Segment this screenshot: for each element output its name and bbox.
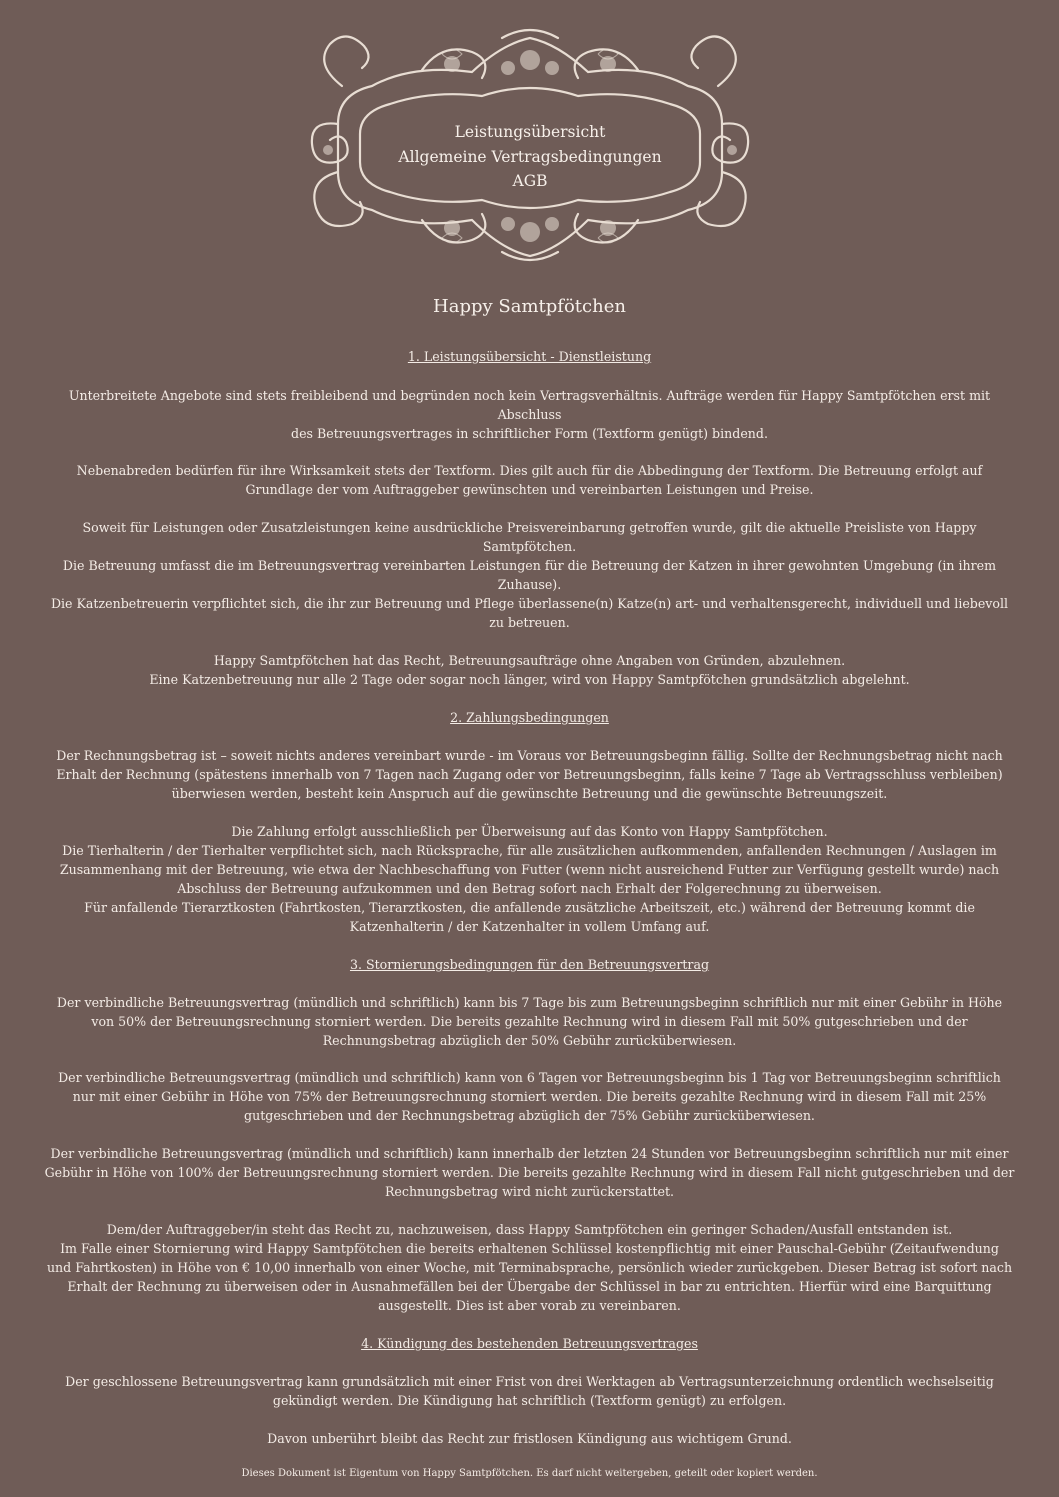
paragraph: Der verbindliche Betreuungsvertrag (mündlich und schriftlich) kann bis 7 Tage bis zum Betreuungsbeginn schriftlich nur mit einer Gebühr in Höhe von 50% der Betreuungsrechnung storniert werden. Die bereits gezahlte Rechnung wird in diesem Fall mit 50% gutgeschrieben und der Rechnungsbetrag abzüglich der 50% Gebühr zurücküberwiesen. [56,995,1003,1048]
paragraph: Der verbindliche Betreuungsvertrag (mündlich und schriftlich) kann von 6 Tagen vor Betreuungsbeginn bis 1 Tag vor Betreuungsbeginn schriftlich nur mit einer Gebühr in Höhe von 75% der Betreuungsrechnung storniert werden. Die bereits gezahlte Rechnung wird in diesem Fall mit 25% gutgeschrieben und der Rechnungsbetrag abzüglich der 75% Gebühr zurücküberwiesen. [58,1070,1001,1123]
frame-title-line3: AGB [512,172,548,190]
footer-notice: Dieses Dokument ist Eigentum von Happy Samtpfötchen. Es darf nicht weitergeben, geteilt oder kopiert werden. [241,1468,818,1479]
section-heading-1: 1. Leistungsübersicht - Dienstleistung [407,349,652,364]
paragraph: Die Zahlung erfolgt ausschließlich per Überweisung auf das Konto von Happy Samtpfötchen. Die Tierhalterin / der Tierhalter verpflichtet sich, nach Rücksprache, für alle zusätzlichen aufkommenden, anfallenden Rechnungen / Auslagen im Zusammenhang mit der Betreuung, wie etwa der Nachbeschaffung von Futter (wenn nicht ausreichend Futter zur Verfügung gestellt wurde) nach Abschluss der Betreuung aufzukommen und den Betrag sofort nach Erhalt der Folgerechnung zu überweisen. Für anfallende Tierarztkosten (Fahrtkosten, Tierarztkosten, die anfallende zusätzliche Arbeitszeit, etc.) während der Betreuung kommt die Katzenhalterin / der Katzenhalter in vollem Umfang auf. [59,824,1000,934]
brand-name: Happy Samtpfötchen [433,296,626,317]
paragraph: Dem/der Auftraggeber/in steht das Recht zu, nachzuweisen, dass Happy Samtpfötchen ein geringer Schaden/Ausfall entstanden ist. Im Falle einer Stornierung wird Happy Samtpfötchen die bereits erhaltenen Schlüssel kostenpflichtig mit einer Pauschal-Gebühr (Zeitaufwendung und Fahrtkosten) in Höhe von € 10,00 innerhalb von einer Woche, mit Terminabsprache, persönlich wieder zurückgeben. Dieser Betrag ist sofort nach Erhalt der Rechnung zu überweisen oder in Ausnahmefällen bei der Übergabe der Schlüssel in bar zu entrichten. Hierfür wird eine Barquittung ausgestellt. Dies ist aber vorab zu vereinbaren. [46,1222,1013,1313]
paragraph: Soweit für Leistungen oder Zusatzleistungen keine ausdrückliche Preisvereinbarung getroffen wurde, gilt die aktuelle Preisliste von Happy Samtpfötchen. Die Betreuung umfasst die im Betreuungsvertrag vereinbarten Leistungen für die Betreuung der Katzen in ihrer gewohnten Umgebung (in ihrem Zuhause). Die Katzenbetreuerin verpflichtet sich, die ihr zur Betreuung und Pflege überlassene(n) Katze(n) art- und verhaltensgerecht, individuell und liebevoll zu betreuen. [50,520,1009,630]
paragraph: Davon unberührt bleibt das Recht zur fristlosen Kündigung aus wichtigem Grund. [267,1431,792,1446]
paragraph: Der Rechnungsbetrag ist – soweit nichts anderes vereinbart wurde - im Voraus vor Betreuungsbeginn fällig. Sollte der Rechnungsbetrag nicht nach Erhalt der Rechnung (spätestens innerhalb von 7 Tagen nach Zugang oder vor Betreuungsbeginn, falls keine 7 Tage ab Vertragsschluss verbleiben) überwiesen werden, besteht kein Anspruch auf die gewünschte Betreuung und die gewünschte Betreuungszeit. [56,748,1003,801]
paragraph: Happy Samtpfötchen hat das Recht, Betreuungsaufträge ohne Angaben von Gründen, abzulehnen. Eine Katzenbetreuung nur alle 2 Tage oder sogar noch länger, wird von Happy Samtpfötchen grundsätzlich abgelehnt. [149,653,910,687]
paragraph: Unterbreitete Angebote sind stets freibleibend und begründen noch kein Vertragsverhältnis. Aufträge werden für Happy Samtpfötchen erst mit Abschluss des Betreuungsvertrages in schriftlicher Form (Textform genügt) bindend. [68,388,991,441]
section-heading-4: 4. Kündigung des bestehenden Betreuungsvertrages [361,1336,698,1351]
ornament-icon [302,24,758,264]
frame-title-line2: Allgemeine Vertragsbedingungen [398,148,662,166]
section-heading-2: 2. Zahlungsbedingungen [450,710,609,725]
paragraph: Der verbindliche Betreuungsvertrag (mündlich und schriftlich) kann innerhalb der letzten 24 Stunden vor Betreuungsbeginn schriftlich nur mit einer Gebühr in Höhe von 100% der Betreuungsrechnung storniert werden. Die bereits gezahlte Rechnung wird in diesem Fall nicht gutgeschrieben und der Rechnungsbetrag wird nicht zurückerstattet. [44,1146,1015,1199]
paragraph: Nebenabreden bedürfen für ihre Wirksamkeit stets der Textform. Dies gilt auch für die Abbedingung der Textform. Die Betreuung erfolgt auf Grundlage der vom Auftraggeber gewünschten und vereinbarten Leistungen und Preise. [76,463,983,497]
section-heading-3: 3. Stornierungsbedingungen für den Betreuungsvertrag [349,957,710,972]
ornamental-frame [302,24,758,264]
frame-title-line1: Leistungsübersicht [454,123,606,141]
paragraph: Der geschlossene Betreuungsvertrag kann grundsätzlich mit einer Frist von drei Werktagen ab Vertragsunterzeichnung ordentlich wechselseitig gekündigt werden. Die Kündigung hat schriftlich (Textform genügt) zu erfolgen. [65,1374,994,1408]
